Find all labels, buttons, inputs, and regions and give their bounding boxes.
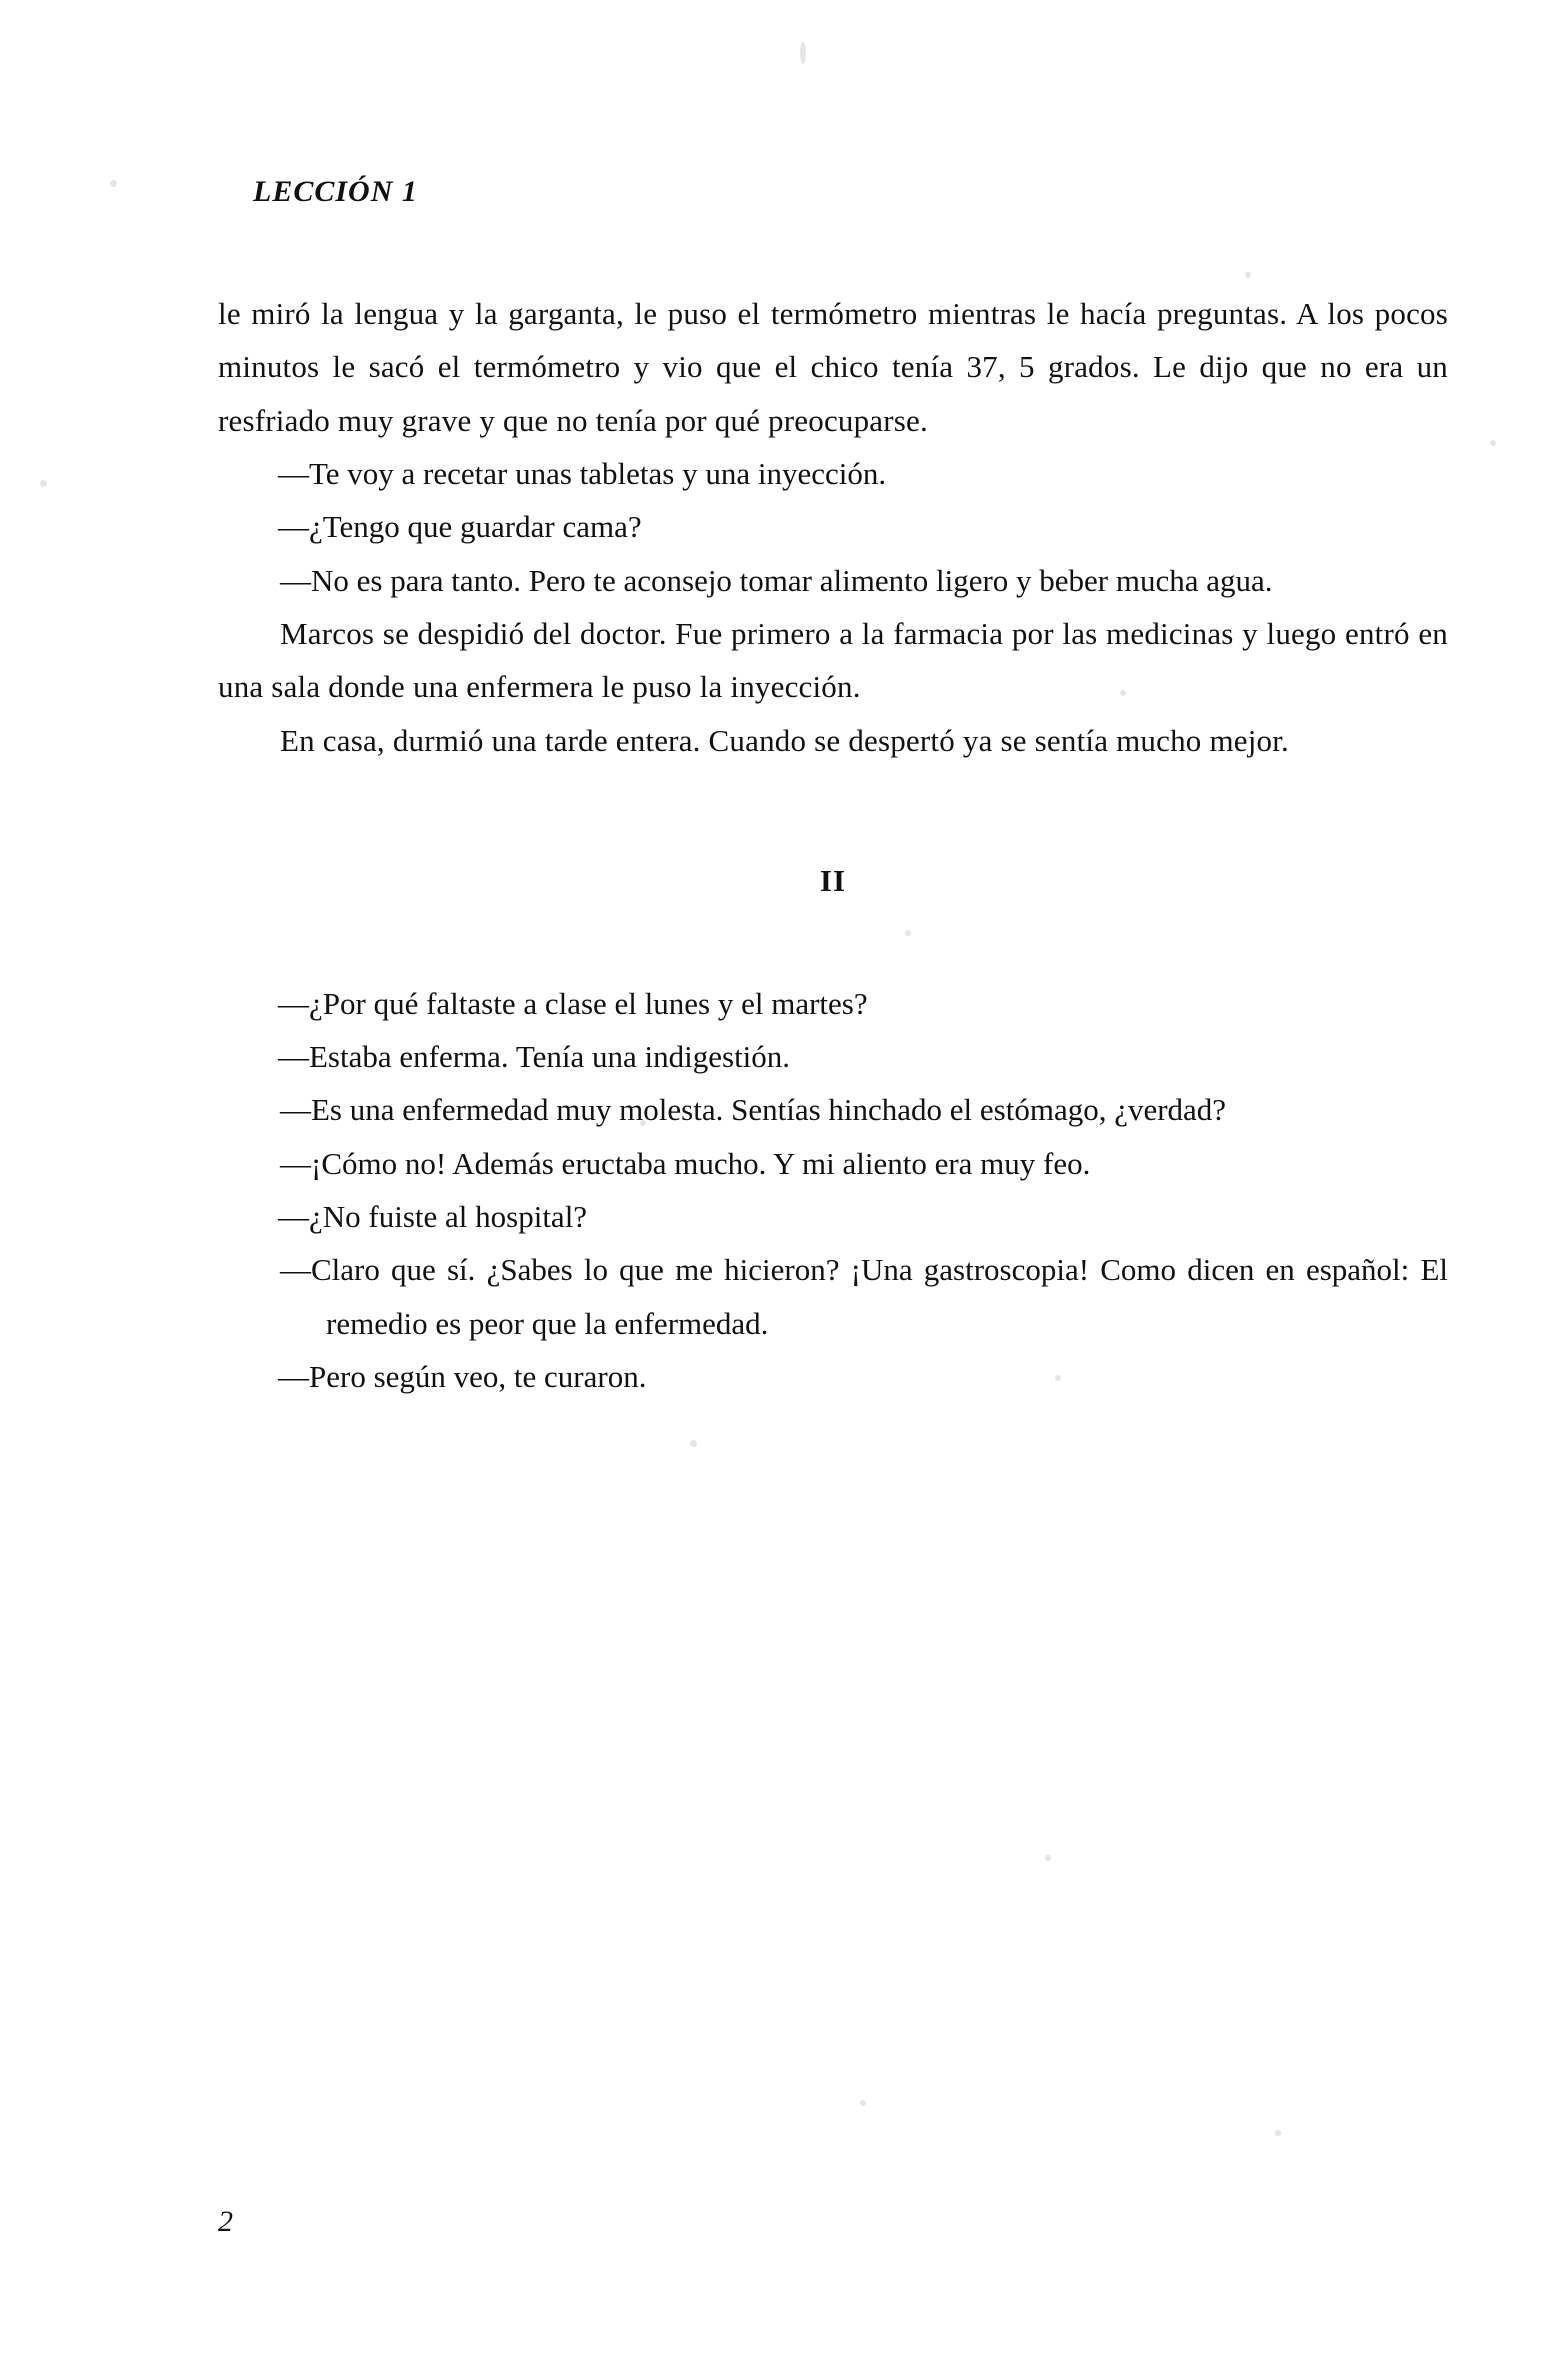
body-paragraph-2: Marcos se despidió del doctor. Fue primero a la farmacia por las medicinas y luego entró en una sala donde una enfermera le puso la inyección. — [218, 615, 1448, 705]
scan-speck — [40, 480, 47, 487]
scan-speck — [1045, 1855, 1051, 1861]
dialogue-line-2: —¿Tengo que guardar cama? — [278, 509, 642, 545]
scan-speck — [1275, 2130, 1281, 2136]
body-paragraph-1: le miró la lengua y la garganta, le puso el termómetro mientras le hacía preguntas. A los pocos minutos le sacó el termómetro y vio que el chico tenía 37, 5 grados. Le dijo que no era un resfriado muy grave y que no tenía por qué preocuparse. — [218, 296, 1448, 438]
scan-speck — [1490, 440, 1496, 446]
section-two-line-4: —¡Cómo no! Además eructaba mucho. Y mi aliento era muy feo. — [280, 1145, 1091, 1181]
scan-speck — [110, 180, 117, 187]
section-two-line-7: —Pero según veo, te curaron. — [278, 1359, 647, 1394]
scan-speck — [690, 1440, 697, 1447]
page-number: 2 — [218, 2205, 233, 2238]
body-paragraph-3: En casa, durmió una tarde entera. Cuando se despertó ya se sentía mucho mejor. — [280, 722, 1289, 758]
scan-speck — [800, 42, 806, 64]
dialogue-line-3: —No es para tanto. Pero te aconsejo tomar alimento ligero y beber mucha agua. — [280, 562, 1273, 598]
page-content — [218, 175, 1448, 1403]
scan-speck — [860, 2100, 866, 2106]
section-two-line-5: —¿No fuiste al hospital? — [278, 1199, 588, 1235]
section-two-line-3: —Es una enfermedad muy molesta. Sentías hinchado el estómago, ¿verdad? — [280, 1092, 1227, 1128]
section-heading-two: II — [819, 862, 847, 898]
running-head: LECCIÓN 1 — [253, 175, 418, 208]
section-two-line-2: —Estaba enferma. Tenía una indigestión. — [278, 1039, 791, 1075]
dialogue-line-1: —Te voy a recetar unas tabletas y una inyección. — [278, 455, 887, 491]
section-two-line-1: —¿Por qué faltaste a clase el lunes y el martes? — [278, 985, 868, 1021]
section-two-line-6: —Claro que sí. ¿Sabes lo que me hicieron? ¡Una gastroscopia! Como dicen en español: El remedio es peor que la enfermedad. — [280, 1252, 1448, 1341]
